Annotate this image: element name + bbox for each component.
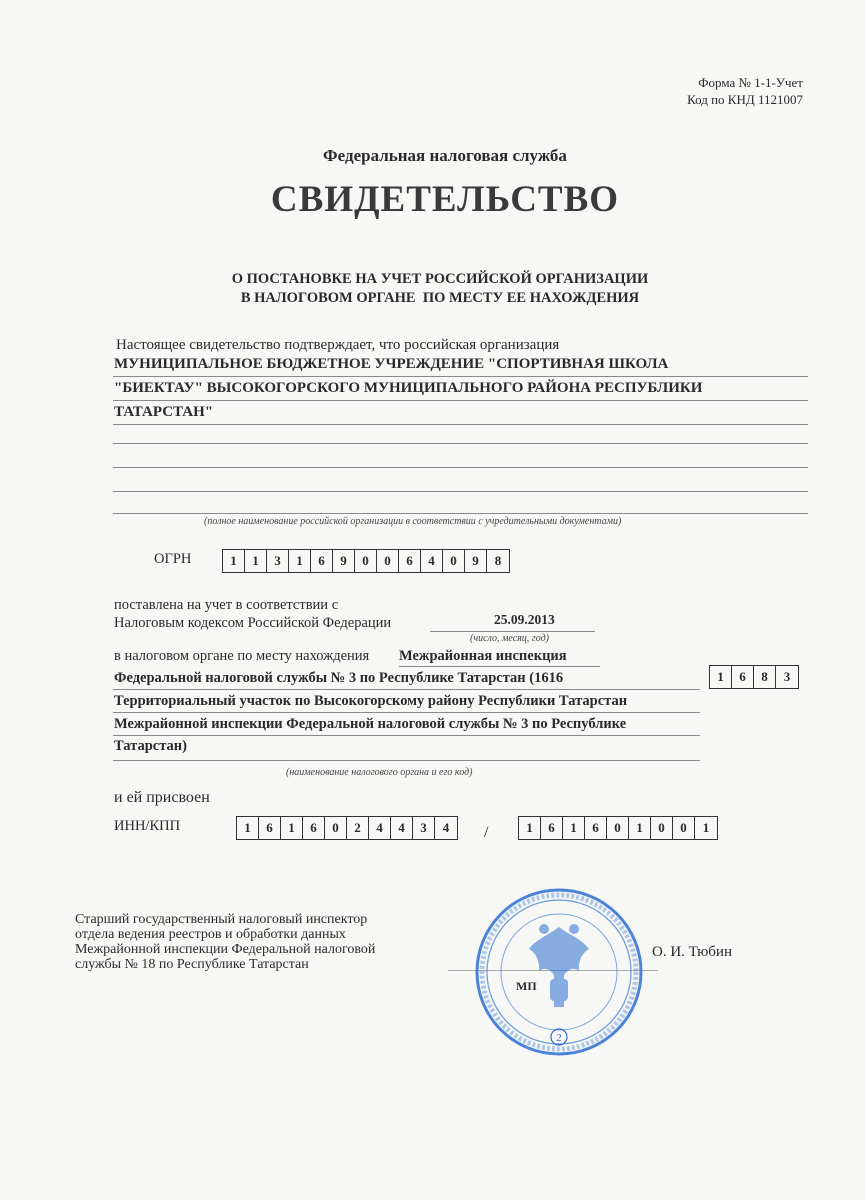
tax-office-name-line-5: Татарстан) [114,738,187,754]
kpp-digit-cell: 0 [607,817,629,839]
ogrn-digit-cell: 8 [494,553,502,568]
ogrn-digits [222,549,510,573]
subtitle-line-2: В НАЛОГОВОМ ОРГАНЕ ПО МЕСТУ ЕЕ НАХОЖДЕНИЯ [240,290,640,306]
signer-position [75,912,375,972]
kpp-digit-cell: 0 [651,817,673,839]
inn-digits [236,816,458,840]
divider [113,712,700,713]
ogrn-digit-cell: 0 [355,550,377,572]
registration-line-2: Налоговым кодексом Российской Федерации [114,615,392,631]
date-caption: (число, месяц, год) [470,633,549,644]
ogrn-digit-cell: 9 [465,550,487,572]
org-name-line-3: ТАТАРСТАН" [114,404,214,420]
ogrn-digit-cell: 3 [267,550,289,572]
signer-position-line-4: службы № 18 по Республике Татарстан [75,957,309,972]
form-info [687,74,803,108]
tax-office-name-line-3: Территориальный участок по Высокогорскому району Республики Татарстан [114,693,628,709]
tax-office-label: в налоговом органе по месту нахождения [114,648,370,664]
tax-office-code-digits [709,665,799,689]
signer-name: О. И. Тюбин [652,944,732,960]
tax-office-code-digit-cell: 6 [732,666,754,688]
inn-kpp-label: ИНН/КПП [114,818,181,834]
inn-digit-cell: 6 [259,817,281,839]
org-name-line-2: "БИЕКТАУ" ВЫСОКОГОРСКОГО МУНИЦИПАЛЬНОГО РАЙОНА РЕСПУБЛИКИ [114,380,703,396]
inn-digit-cell: 4 [369,817,391,839]
kpp-digits [518,816,718,840]
ogrn-digit-cell: 9 [333,550,355,572]
inn-digit-cell: 0 [325,817,347,839]
official-seal-icon [474,887,644,1057]
inn-digit-cell: 3 [413,817,435,839]
kpp-digit-cell: 6 [585,817,607,839]
ogrn-digit-cell: 1 [245,550,267,572]
kpp-digit-cell: 6 [541,817,563,839]
stamp-number: 2 [556,1032,562,1044]
ogrn-digit-cell: 1 [289,550,311,572]
divider [113,491,808,492]
form-number: Форма № 1-1-Учет [698,75,803,90]
tax-office-caption: (наименование налогового органа и его код) [286,767,473,778]
subtitle-line-1: О ПОСТАНОВКЕ НА УЧЕТ РОССИЙСКОЙ ОРГАНИЗАЦИИ [231,271,649,287]
signer-position-line-2: отдела ведения реестров и обработки данных [75,927,346,942]
kpp-digit-cell: 1 [629,817,651,839]
org-name-line-1: МУНИЦИПАЛЬНОЕ БЮДЖЕТНОЕ УЧРЕЖДЕНИЕ "СПОРТИВНАЯ ШКОЛА [114,356,669,372]
assigned-label: и ей присвоен [114,789,210,806]
divider [399,666,600,667]
divider [113,513,808,514]
ogrn-digit-cell: 4 [421,550,443,572]
tax-office-code-digit-cell: 8 [754,666,776,688]
divider [113,443,808,444]
registration-date: 25.09.2013 [494,612,555,627]
ogrn-digit-cell: 6 [311,550,333,572]
kpp-digit-cell: 0 [673,817,695,839]
tax-office-code-digit-cell: 3 [783,669,791,684]
ogrn-digit-cell: 0 [377,550,399,572]
kpp-digit-cell: 1 [519,817,541,839]
inn-digit-cell: 1 [237,817,259,839]
page-title: СВИДЕТЕЛЬСТВО [270,179,620,220]
ogrn-digit-cell: 6 [399,550,421,572]
tax-office-name-line-2: Федеральной налоговой службы № 3 по Республике Татарстан (1616 [114,670,564,686]
org-caption: (полное наименование российской организации в соответствии с учредительными документами) [204,516,622,527]
ogrn-label: ОГРН [154,551,192,567]
divider [113,467,808,468]
stamp-mark: МП [516,979,537,993]
inn-digit-cell: 2 [347,817,369,839]
inn-digit-cell: 1 [281,817,303,839]
divider [113,760,700,761]
inn-digit-cell: 6 [303,817,325,839]
divider [113,424,808,425]
inn-kpp-separator: / [484,824,489,841]
registration-line-1: поставлена на учет в соответствии с [114,597,339,613]
tax-office-name-line-1: Межрайонная инспекция [399,648,567,664]
divider [113,735,700,736]
inn-digit-cell: 4 [391,817,413,839]
divider [113,400,808,401]
divider [113,689,700,690]
tax-office-code-digit-cell: 1 [710,666,732,688]
divider [113,376,808,377]
tax-office-name-line-4: Межрайонной инспекции Федеральной налоговой службы № 3 по Республике [114,716,627,732]
kpp-digit-cell: 1 [702,820,710,835]
date-underline [430,631,595,632]
knd-code: Код по КНД 1121007 [687,92,803,107]
ogrn-digit-cell: 0 [443,550,465,572]
kpp-digit-cell: 1 [563,817,585,839]
ogrn-digit-cell: 1 [223,550,245,572]
signer-position-line-3: Межрайонной инспекции Федеральной налоговой [75,942,376,957]
intro-text: Настоящее свидетельство подтверждает, что российская организация [116,337,560,353]
subtitle [0,270,865,308]
agency-name: Федеральная налоговая служба [323,146,567,165]
signer-position-line-1: Старший государственный налоговый инспектор [75,912,368,927]
inn-digit-cell: 4 [442,820,450,835]
